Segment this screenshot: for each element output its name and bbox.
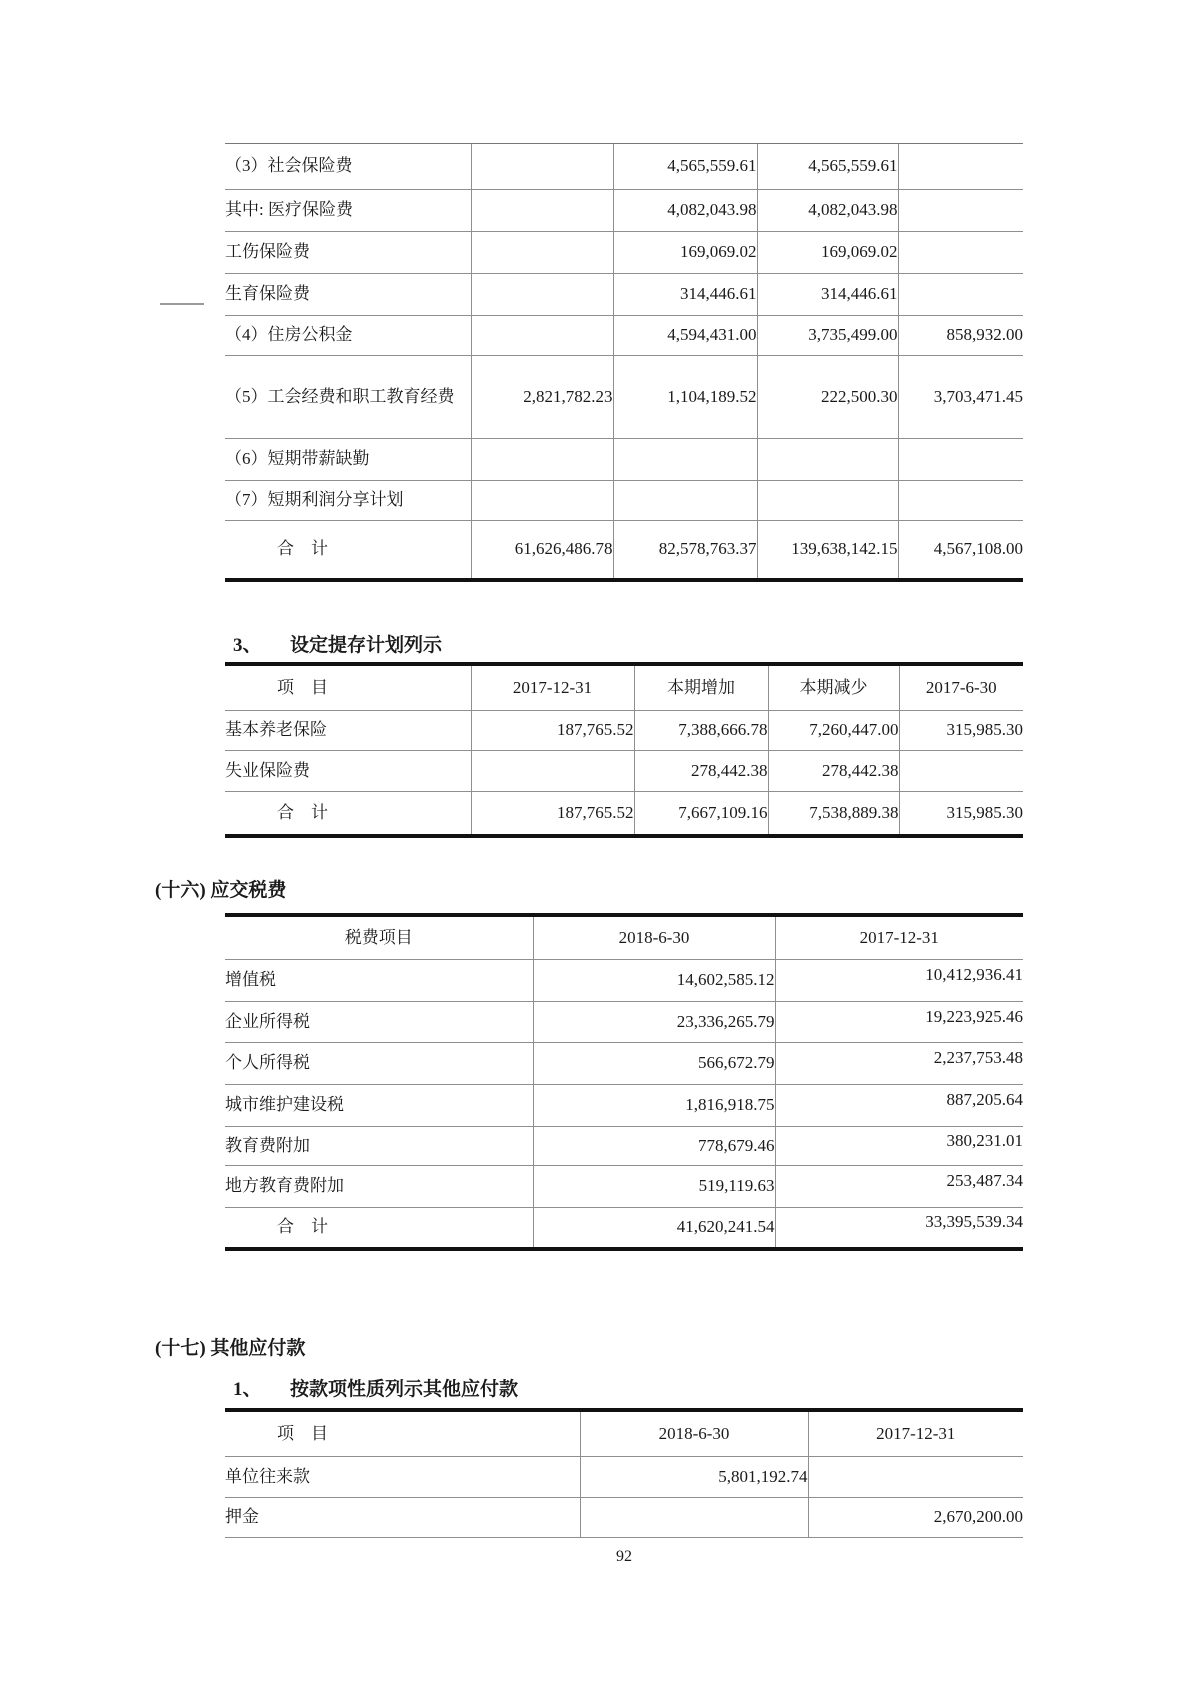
amount-cell: [533, 1042, 775, 1084]
amount-cell: [757, 355, 898, 438]
amount-value: 887,205.64: [946, 1090, 1023, 1109]
row-label-cell: （4）住房公积金: [225, 315, 471, 355]
defined-contribution-heading: [233, 634, 442, 658]
amount-cell: [634, 791, 768, 834]
table-row: [225, 710, 1023, 750]
amount-cell: [775, 1207, 1023, 1247]
amount-cell: [768, 710, 899, 750]
row-label-cell: 增值税: [225, 959, 533, 1001]
amount-cell: [768, 791, 899, 834]
row-label-cell: 合 计: [277, 802, 328, 822]
amount-value: 4,082,043.98: [808, 200, 898, 219]
row-label-cell: 失业保险费: [225, 750, 471, 791]
column-header: 2017-12-31: [808, 1412, 1023, 1456]
amount-cell: [471, 520, 613, 578]
header-row: [225, 917, 1023, 959]
total-row: [225, 520, 1023, 578]
column-header: 2018-6-30: [580, 1412, 808, 1456]
amount-cell: [613, 189, 757, 231]
amount-value: 41,620,241.54: [676, 1217, 775, 1237]
amount-cell: [471, 273, 613, 315]
row-label-cell: 押金: [225, 1497, 580, 1537]
amount-cell: [757, 189, 898, 231]
other-payables-table: [225, 1412, 1023, 1538]
amount-cell: [898, 355, 1023, 438]
amount-value: 7,260,447.00: [809, 720, 899, 739]
column-header: 项 目: [225, 666, 471, 710]
amount-value: 1,104,189.52: [667, 386, 757, 406]
amount-cell: [471, 710, 634, 750]
defined-contribution-table: [225, 666, 1023, 834]
row-label-cell: 其中: 医疗保险费: [225, 189, 471, 231]
amount-cell: [613, 231, 757, 273]
row-label-cell: （3）社会保险费: [225, 144, 471, 189]
amount-value: 2,670,200.00: [933, 1507, 1023, 1526]
amount-cell: [808, 1497, 1023, 1537]
column-header: 项 目: [225, 1412, 580, 1456]
amount-cell: [898, 520, 1023, 578]
amount-value: 315,985.30: [946, 720, 1023, 739]
amount-cell: [899, 750, 1023, 791]
amount-cell: [471, 144, 613, 189]
amount-cell: [580, 1456, 808, 1497]
taxes-payable-heading: (十六) 应交税费: [155, 880, 287, 901]
amount-cell: [808, 1456, 1023, 1497]
column-header: 本期减少: [768, 666, 899, 710]
table-row: [225, 1456, 1023, 1497]
row-label-cell: 企业所得税: [225, 1001, 533, 1042]
heading-text: 设定提存计划列示: [290, 635, 443, 656]
table-row: [225, 231, 1023, 273]
amount-cell: [757, 231, 898, 273]
amount-cell: [757, 315, 898, 355]
amount-cell: [898, 231, 1023, 273]
row-label-cell: 合 计: [277, 539, 328, 559]
amount-value: 1,816,918.75: [685, 1095, 775, 1114]
amount-value: 380,231.01: [946, 1130, 1023, 1150]
employee-benefits-table: [225, 144, 1023, 578]
row-label-cell: 工伤保险费: [225, 231, 471, 273]
amount-value: 82,578,763.37: [658, 539, 757, 559]
table-row: [225, 1497, 1023, 1537]
row-label-cell: 合 计: [277, 1217, 328, 1237]
amount-cell: [898, 438, 1023, 480]
amount-cell: [757, 144, 898, 189]
amount-cell: [533, 1084, 775, 1126]
amount-value: 23,336,265.79: [676, 1011, 775, 1031]
amount-value: 4,082,043.98: [667, 200, 757, 219]
row-label-cell: （7）短期利润分享计划: [225, 480, 471, 520]
amount-value: 3,703,471.45: [933, 386, 1023, 406]
total-row: [225, 791, 1023, 834]
heading-number: 3、: [233, 635, 262, 656]
amount-value: 566,672.79: [698, 1053, 775, 1072]
row-label-cell: 基本养老保险: [225, 710, 471, 750]
amount-cell: [899, 710, 1023, 750]
amount-cell: [613, 355, 757, 438]
table-row: [225, 959, 1023, 1001]
amount-value: 314,446.61: [680, 284, 757, 303]
amount-cell: [471, 231, 613, 273]
amount-cell: [533, 1165, 775, 1207]
amount-value: 253,487.34: [946, 1171, 1023, 1190]
table-row: [225, 355, 1023, 438]
amount-cell: [471, 438, 613, 480]
amount-value: 778,679.46: [698, 1135, 775, 1155]
header-row: [225, 666, 1023, 710]
amount-cell: [471, 355, 613, 438]
amount-cell: [757, 273, 898, 315]
amount-cell: [471, 750, 634, 791]
amount-value: 139,638,142.15: [791, 539, 898, 559]
amount-value: 61,626,486.78: [514, 539, 613, 559]
amount-cell: [775, 1126, 1023, 1165]
row-label-cell: 城市维护建设税: [225, 1084, 533, 1126]
amount-cell: [898, 189, 1023, 231]
column-header: 2017-6-30: [899, 666, 1023, 710]
amount-cell: [533, 1001, 775, 1042]
amount-cell: [898, 273, 1023, 315]
amount-cell: [899, 791, 1023, 834]
other-payables-heading: (十七) 其他应付款: [155, 1338, 306, 1359]
table-row: [225, 273, 1023, 315]
amount-value: 7,667,109.16: [678, 802, 768, 822]
taxes-payable-table-container: [225, 913, 1023, 1251]
amount-value: 169,069.02: [821, 242, 898, 261]
amount-cell: [757, 480, 898, 520]
row-label-cell: 地方教育费附加: [225, 1165, 533, 1207]
table-row: [225, 315, 1023, 355]
row-label-cell: 教育费附加: [225, 1126, 533, 1165]
amount-cell: [898, 480, 1023, 520]
amount-value: 3,735,499.00: [808, 325, 898, 344]
amount-cell: [533, 1207, 775, 1247]
employee-benefits-table-container: [225, 143, 1023, 582]
column-header: 2018-6-30: [533, 917, 775, 959]
row-label-cell: （6）短期带薪缺勤: [225, 438, 471, 480]
amount-cell: [613, 273, 757, 315]
amount-value: 278,442.38: [691, 760, 768, 780]
row-label-cell: （5）工会经费和职工教育经费: [225, 355, 471, 438]
amount-value: 4,567,108.00: [933, 539, 1023, 559]
amount-cell: [533, 959, 775, 1001]
amount-value: 7,388,666.78: [678, 720, 768, 739]
amount-value: 19,223,925.46: [925, 1006, 1023, 1026]
table-row: [225, 144, 1023, 189]
column-header: 2017-12-31: [471, 666, 634, 710]
amount-value: 2,237,753.48: [933, 1048, 1023, 1067]
amount-value: 278,442.38: [822, 760, 899, 780]
amount-value: 187,765.52: [557, 802, 634, 822]
header-row: [225, 1412, 1023, 1456]
subheading-text: 按款项性质列示其他应付款: [290, 1379, 519, 1400]
amount-cell: [613, 438, 757, 480]
taxes-payable-table: [225, 917, 1023, 1247]
amount-cell: [533, 1126, 775, 1165]
table-row: [225, 1165, 1023, 1207]
column-header: 税费项目: [225, 917, 533, 959]
amount-value: 10,412,936.41: [925, 965, 1023, 984]
amount-value: 314,446.61: [821, 284, 898, 303]
amount-cell: [634, 710, 768, 750]
amount-cell: [898, 315, 1023, 355]
column-header: 2017-12-31: [775, 917, 1023, 959]
amount-value: 858,932.00: [946, 325, 1023, 344]
column-header: 本期增加: [634, 666, 768, 710]
amount-value: 169,069.02: [680, 242, 757, 261]
amount-cell: [775, 959, 1023, 1001]
amount-cell: [634, 750, 768, 791]
amount-cell: [898, 144, 1023, 189]
table-row: [225, 1001, 1023, 1042]
table-row: [225, 438, 1023, 480]
amount-value: 33,395,539.34: [925, 1212, 1023, 1232]
amount-value: 519,119.63: [698, 1176, 775, 1195]
amount-cell: [613, 144, 757, 189]
amount-value: 4,565,559.61: [808, 156, 898, 176]
amount-cell: [471, 480, 613, 520]
amount-value: 187,765.52: [557, 720, 634, 739]
amount-cell: [768, 750, 899, 791]
amount-cell: [580, 1497, 808, 1537]
amount-value: 315,985.30: [946, 802, 1023, 822]
amount-cell: [775, 1001, 1023, 1042]
amount-cell: [775, 1084, 1023, 1126]
amount-cell: [757, 438, 898, 480]
amount-value: 222,500.30: [821, 386, 898, 406]
amount-cell: [613, 480, 757, 520]
row-label-cell: 个人所得税: [225, 1042, 533, 1084]
amount-value: 4,594,431.00: [667, 325, 757, 344]
total-row: [225, 1207, 1023, 1247]
amount-value: 4,565,559.61: [667, 156, 757, 176]
amount-cell: [471, 189, 613, 231]
table-row: [225, 1084, 1023, 1126]
table-row: [225, 1042, 1023, 1084]
amount-cell: [757, 520, 898, 578]
page-number: 92: [616, 1548, 632, 1565]
table-row: [225, 189, 1023, 231]
amount-value: 7,538,889.38: [809, 802, 899, 822]
amount-cell: [471, 315, 613, 355]
other-payables-subheading: [233, 1378, 518, 1402]
defined-contribution-table-container: [225, 662, 1023, 838]
amount-cell: [775, 1165, 1023, 1207]
amount-cell: [613, 520, 757, 578]
amount-value: 2,821,782.23: [523, 386, 613, 406]
amount-cell: [775, 1042, 1023, 1084]
other-payables-table-container: [225, 1408, 1023, 1538]
row-label-cell: 生育保险费: [225, 273, 471, 315]
amount-cell: [613, 315, 757, 355]
amount-value: 5,801,192.74: [718, 1466, 808, 1486]
amount-value: 14,602,585.12: [676, 970, 775, 989]
margin-mark: [160, 303, 204, 305]
subheading-number: 1、: [233, 1379, 262, 1400]
amount-cell: [471, 791, 634, 834]
row-label-cell: 单位往来款: [225, 1456, 580, 1497]
table-row: [225, 1126, 1023, 1165]
table-row: [225, 480, 1023, 520]
table-row: [225, 750, 1023, 791]
